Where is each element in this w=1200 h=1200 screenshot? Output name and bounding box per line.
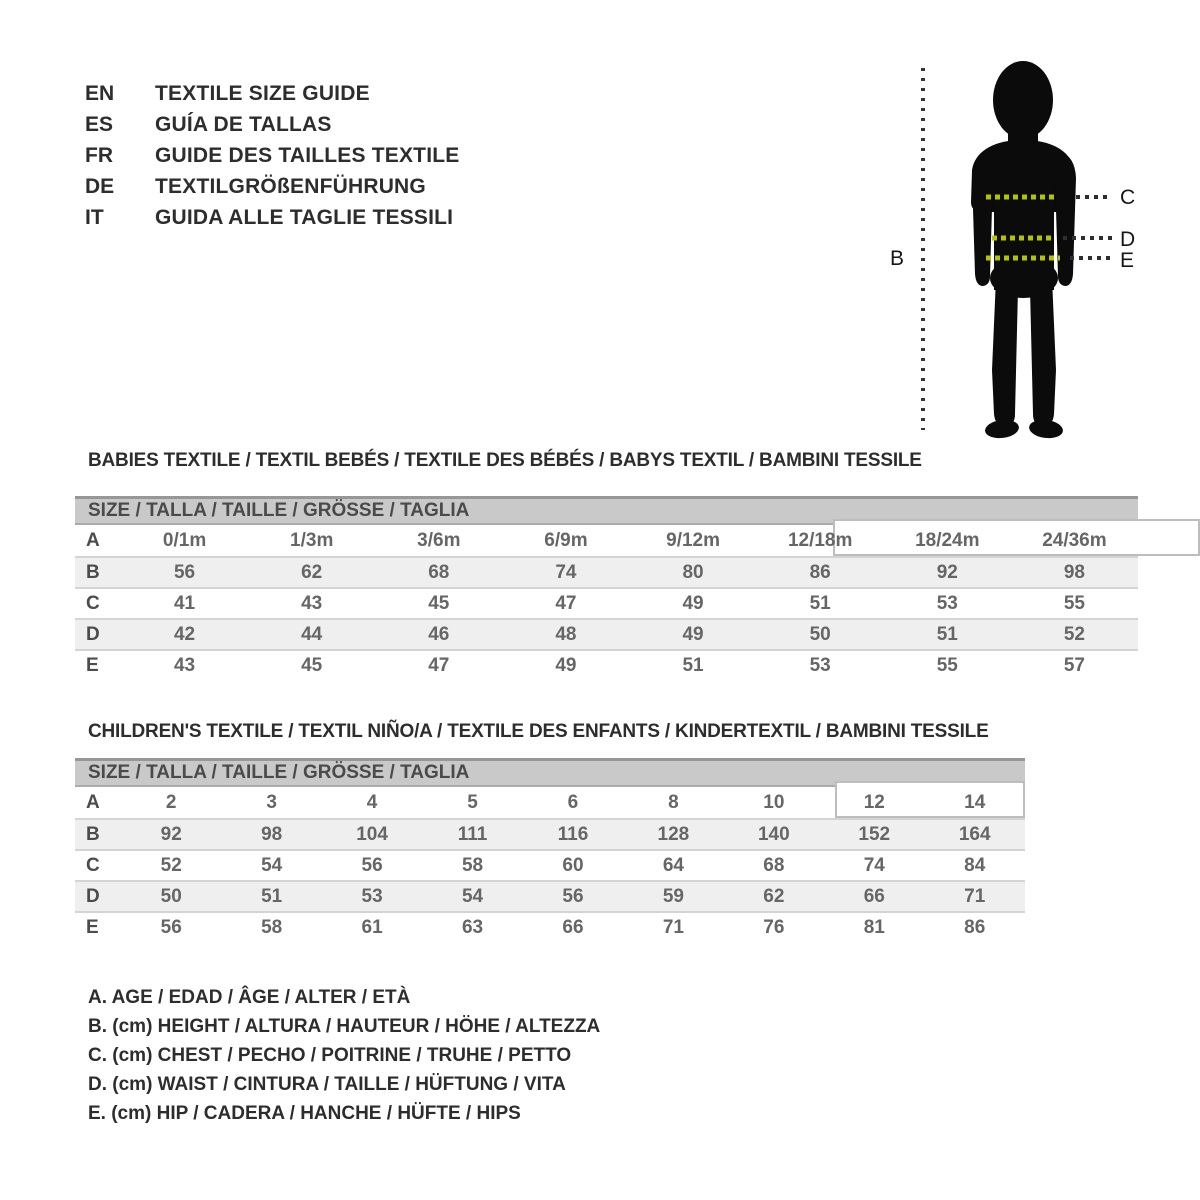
- size-value-cell: 59: [662, 886, 684, 907]
- size-value-cell: 50: [809, 624, 831, 645]
- size-value-cell: 3/6m: [417, 530, 461, 551]
- size-value-cell: 68: [428, 562, 450, 583]
- size-value-cell: 14: [964, 792, 986, 813]
- size-value-cell: 24/36m: [1042, 530, 1107, 551]
- size-value-cell: 80: [682, 562, 704, 583]
- size-header-bar: SIZE / TALLA / TAILLE / GRÖSSE / TAGLIA: [75, 758, 1025, 787]
- child-silhouette: [971, 61, 1076, 440]
- size-value-cell: 1/3m: [290, 530, 334, 551]
- size-value-cell: 62: [763, 886, 785, 907]
- table-row-A: [75, 787, 1025, 818]
- size-value-cell: 86: [964, 917, 986, 938]
- measurement-figure: [880, 40, 1180, 460]
- size-value-cell: 6: [567, 792, 579, 813]
- legend-item: C. (cm) CHEST / PECHO / POITRINE / TRUHE / PETTO: [88, 1045, 572, 1066]
- child-silhouette-graphic: [880, 40, 1180, 460]
- language-code: EN: [85, 82, 115, 105]
- children-size-table: [75, 758, 1025, 942]
- size-value-cell: 49: [682, 593, 704, 614]
- language-code: FR: [85, 144, 113, 167]
- size-value-cell: 53: [809, 655, 831, 676]
- size-value-cell: 164: [958, 824, 991, 845]
- legend-item: D. (cm) WAIST / CINTURA / TAILLE / HÜFTUNG / VITA: [88, 1074, 566, 1095]
- table-row-E: [75, 911, 1025, 942]
- row-label: D: [86, 624, 100, 645]
- size-value-cell: 74: [555, 562, 577, 583]
- size-value-cell: 56: [160, 917, 182, 938]
- size-value-cell: 81: [863, 917, 885, 938]
- size-value-cell: 51: [261, 886, 283, 907]
- size-value-cell: 12/18m: [787, 530, 853, 551]
- size-value-cell: 56: [173, 562, 196, 583]
- size-value-cell: 49: [555, 655, 577, 676]
- language-row: [85, 109, 459, 140]
- language-title-list: [85, 78, 459, 233]
- size-value-cell: 58: [261, 917, 283, 938]
- size-value-cell: 50: [160, 886, 182, 907]
- size-value-cell: 3: [266, 792, 277, 813]
- table-row-B: [75, 818, 1025, 849]
- size-value-cell: 47: [555, 593, 577, 614]
- waist-label: D: [1120, 228, 1136, 251]
- size-value-cell: 5: [467, 792, 478, 813]
- language-row: [85, 171, 459, 202]
- language-title: GUIDA ALLE TAGLIE TESSILI: [155, 206, 454, 229]
- size-value-cell: 61: [361, 917, 383, 938]
- size-value-cell: 47: [428, 655, 450, 676]
- size-value-cell: 4: [366, 792, 378, 813]
- table-row-B: [75, 556, 1138, 587]
- size-value-cell: 66: [863, 886, 885, 907]
- height-label: B: [890, 247, 905, 270]
- size-value-cell: 68: [763, 855, 785, 876]
- row-label: D: [86, 886, 100, 907]
- table-row-C: [75, 587, 1138, 618]
- hip-label: E: [1120, 249, 1135, 272]
- size-value-cell: 55: [936, 655, 958, 676]
- size-value-cell: 58: [461, 855, 484, 876]
- size-value-cell: 8: [668, 792, 679, 813]
- table-row-E: [75, 649, 1138, 680]
- row-label: E: [86, 655, 99, 676]
- row-label: C: [86, 855, 100, 876]
- size-value-cell: 62: [301, 562, 323, 583]
- table-row-D: [75, 880, 1025, 911]
- size-value-cell: 53: [361, 886, 383, 907]
- size-value-cell: 55: [1063, 593, 1085, 614]
- language-title: GUÍA DE TALLAS: [155, 113, 332, 136]
- size-value-cell: 57: [1063, 655, 1085, 676]
- language-title: TEXTILGRÖßENFÜHRUNG: [155, 175, 426, 198]
- size-value-cell: 54: [261, 855, 283, 876]
- table-row-C: [75, 849, 1025, 880]
- size-value-cell: 18/24m: [915, 530, 980, 551]
- size-value-cell: 41: [173, 593, 196, 614]
- size-value-cell: 45: [428, 593, 450, 614]
- size-value-cell: 74: [863, 855, 885, 876]
- size-value-cell: 152: [858, 824, 891, 845]
- size-value-cell: 46: [428, 624, 450, 645]
- size-value-cell: 104: [356, 824, 388, 845]
- language-code: IT: [85, 206, 104, 229]
- legend-item: E. (cm) HIP / CADERA / HANCHE / HÜFTE / HIPS: [88, 1103, 521, 1124]
- size-value-cell: 60: [562, 855, 584, 876]
- size-value-cell: 111: [457, 824, 488, 845]
- size-value-cell: 12: [863, 792, 885, 813]
- size-value-cell: 6/9m: [544, 530, 588, 551]
- language-code: DE: [85, 175, 115, 198]
- legend-item: B. (cm) HEIGHT / ALTURA / HAUTEUR / HÖHE / ALTEZZA: [88, 1016, 601, 1037]
- size-value-cell: 48: [555, 624, 577, 645]
- size-value-cell: 71: [964, 886, 986, 907]
- size-value-cell: 51: [682, 655, 704, 676]
- size-value-cell: 43: [301, 593, 323, 614]
- table-row-D: [75, 618, 1138, 649]
- measurement-legend: [88, 983, 600, 1128]
- size-value-cell: 71: [662, 917, 684, 938]
- language-title: TEXTILE SIZE GUIDE: [155, 82, 370, 105]
- size-value-cell: 51: [809, 593, 831, 614]
- size-value-cell: 64: [662, 855, 684, 876]
- size-value-cell: 98: [261, 824, 283, 845]
- size-value-cell: 51: [936, 624, 958, 645]
- language-title: GUIDE DES TAILLES TEXTILE: [155, 144, 460, 167]
- size-value-cell: 42: [173, 624, 196, 645]
- chest-label: C: [1120, 186, 1136, 209]
- row-label: E: [86, 917, 99, 938]
- size-value-cell: 92: [936, 562, 958, 583]
- size-value-cell: 56: [562, 886, 584, 907]
- size-value-cell: 86: [809, 562, 831, 583]
- babies-size-table: [75, 496, 1138, 680]
- row-label: B: [86, 824, 100, 845]
- size-value-cell: 45: [301, 655, 323, 676]
- children-section-heading: CHILDREN'S TEXTILE / TEXTIL NIÑO/A / TEXTILE DES ENFANTS / KINDERTEXTIL / BAMBINI TESSILE: [88, 721, 989, 742]
- size-value-cell: 84: [964, 855, 986, 876]
- size-value-cell: 53: [936, 593, 958, 614]
- size-value-cell: 56: [361, 855, 383, 876]
- row-label: A: [86, 792, 100, 813]
- babies-table-rows: [75, 525, 1138, 680]
- language-code: ES: [85, 113, 114, 136]
- size-value-cell: 128: [657, 824, 690, 845]
- table-row-A: [75, 525, 1138, 556]
- size-header-bar: SIZE / TALLA / TAILLE / GRÖSSE / TAGLIA: [75, 496, 1138, 525]
- children-table-rows: [75, 787, 1025, 942]
- language-row: [85, 140, 459, 171]
- size-value-cell: 54: [461, 886, 484, 907]
- legend-item: A. AGE / EDAD / ÂGE / ALTER / ETÀ: [88, 987, 411, 1008]
- size-value-cell: 52: [160, 855, 182, 876]
- row-label: A: [86, 530, 100, 551]
- size-value-cell: 66: [562, 917, 584, 938]
- row-label: B: [86, 562, 100, 583]
- size-value-cell: 43: [173, 655, 196, 676]
- size-value-cell: 2: [165, 792, 177, 813]
- size-value-cell: 52: [1063, 624, 1085, 645]
- size-value-cell: 76: [763, 917, 785, 938]
- size-value-cell: 49: [682, 624, 704, 645]
- language-row: [85, 202, 459, 233]
- size-value-cell: 140: [757, 824, 790, 845]
- size-value-cell: 10: [763, 792, 785, 813]
- babies-section-heading: BABIES TEXTILE / TEXTIL BEBÉS / TEXTILE DES BÉBÉS / BABYS TEXTIL / BAMBINI TESSILE: [88, 450, 922, 471]
- size-value-cell: 44: [301, 624, 323, 645]
- size-value-cell: 9/12m: [666, 530, 720, 551]
- row-label: C: [86, 593, 100, 614]
- size-value-cell: 116: [557, 824, 589, 845]
- size-value-cell: 98: [1063, 562, 1085, 583]
- size-value-cell: 0/1m: [162, 530, 207, 551]
- size-value-cell: 92: [160, 824, 182, 845]
- size-value-cell: 63: [461, 917, 484, 938]
- language-row: [85, 78, 459, 109]
